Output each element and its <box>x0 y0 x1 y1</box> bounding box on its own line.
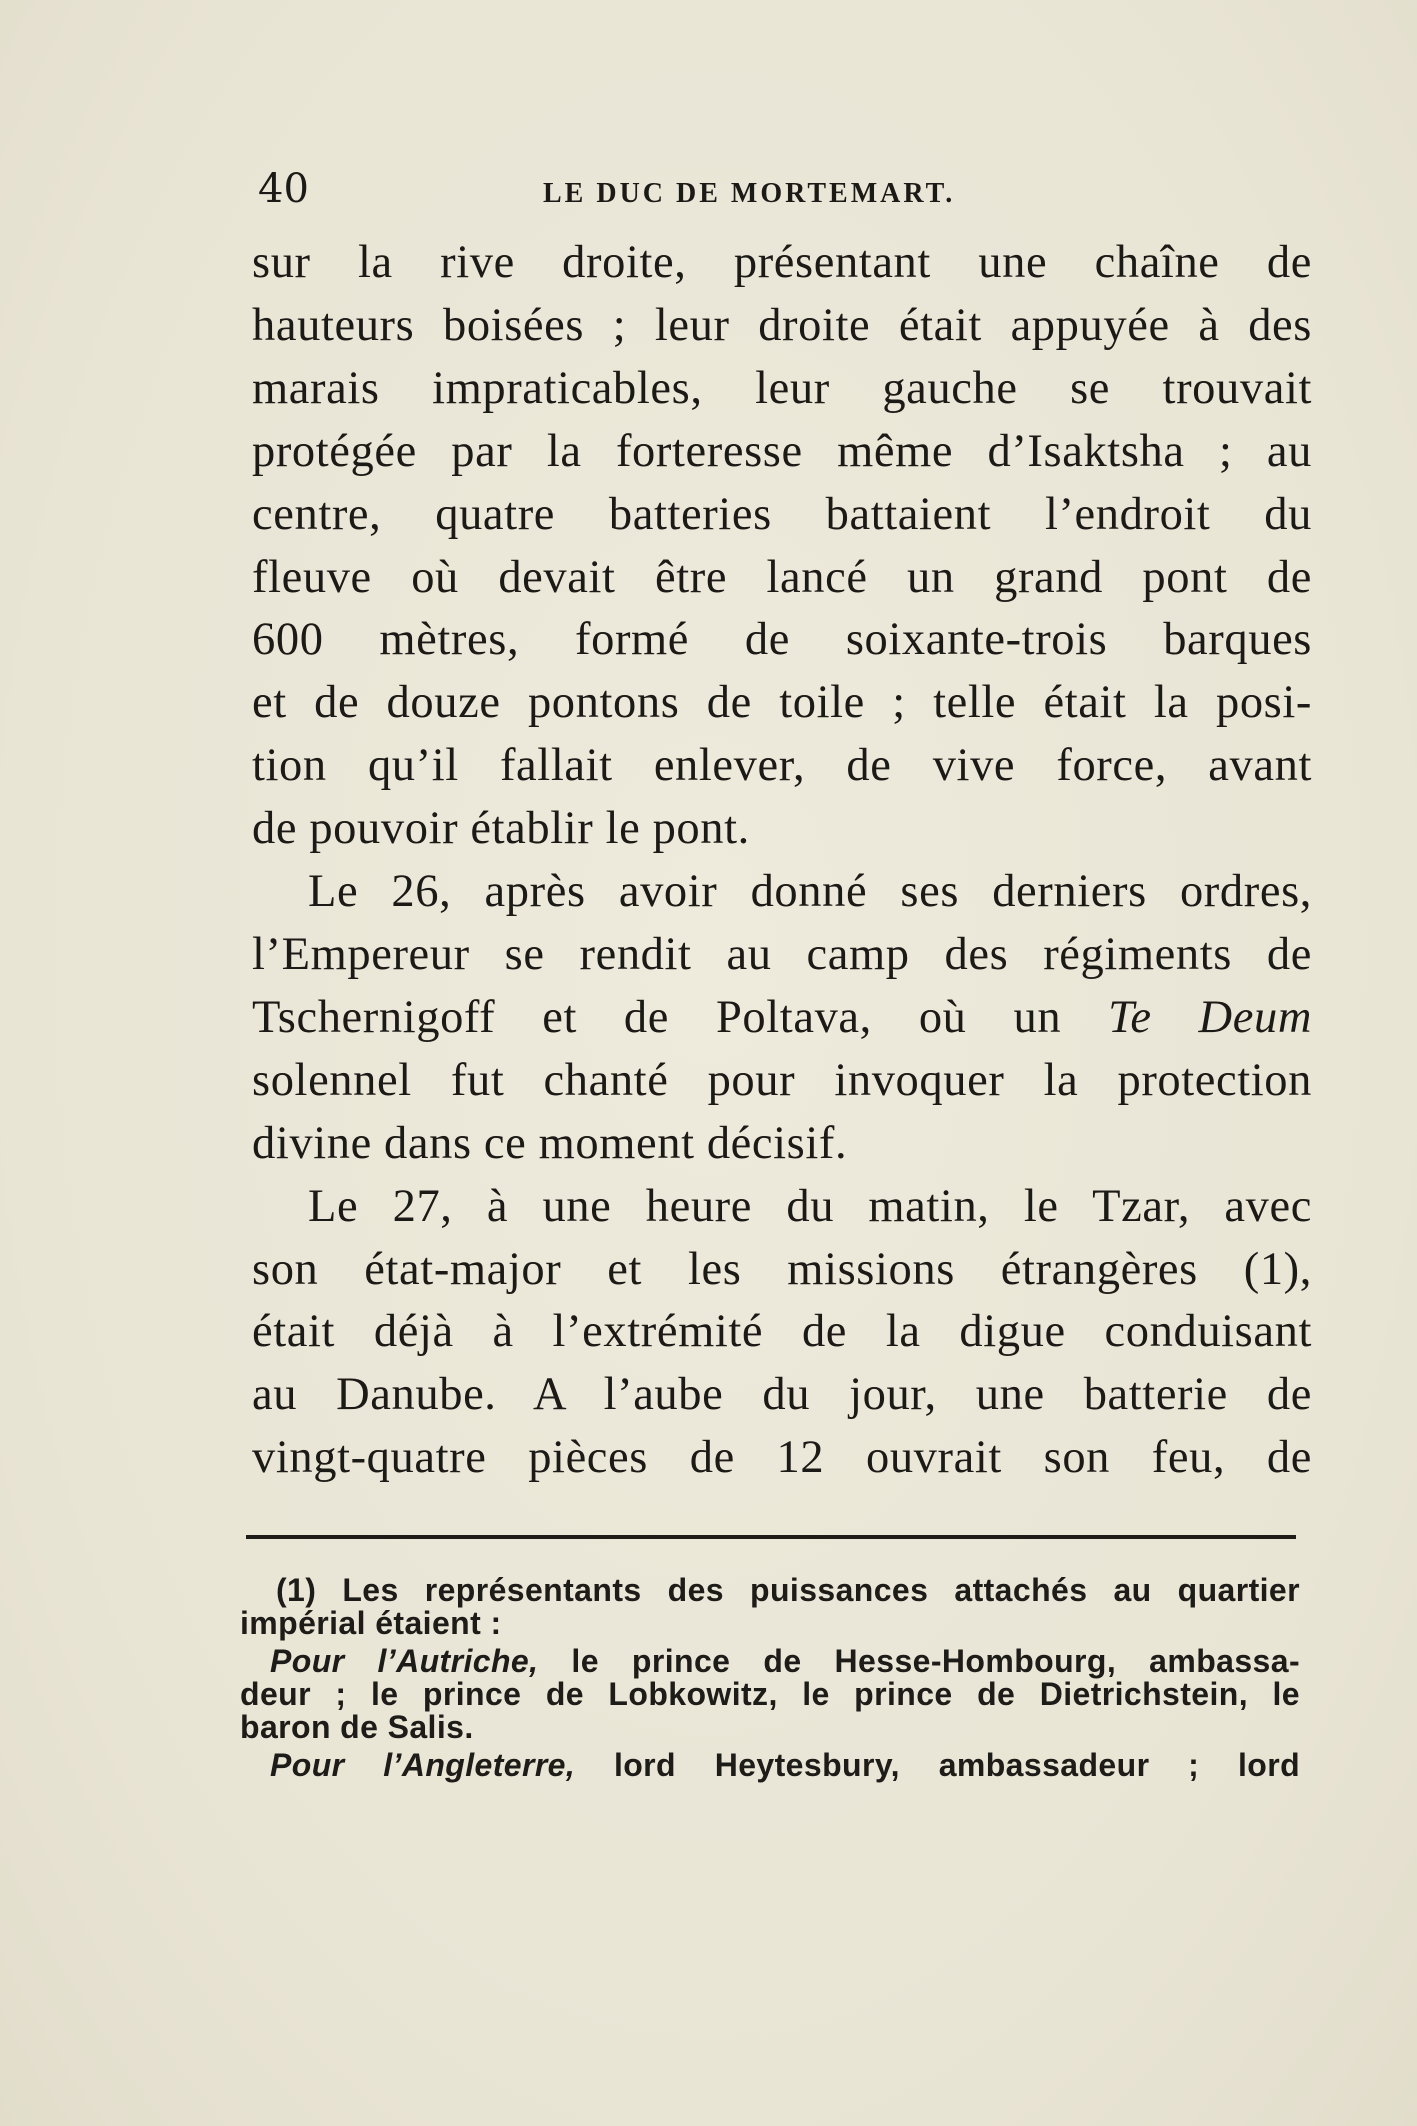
italic-country: Pour l’Autriche, <box>270 1643 539 1679</box>
text-line <box>252 987 1312 1050</box>
footnote-rule <box>246 1535 1296 1539</box>
footnote-line <box>240 1645 1300 1678</box>
text-line: 600 mètres, formé de soixante-trois barques <box>252 614 1312 666</box>
text-line: était déjà à l’extrémité de la digue conduisant <box>252 1306 1312 1358</box>
text-line: Le 26, après avoir donné ses derniers ordres, <box>308 866 1312 918</box>
text-line: sur la rive droite, présentant une chaîne de <box>252 237 1312 288</box>
text-line: centre, quatre batteries battaient l’endroit du <box>252 488 1312 540</box>
footnote-paragraph <box>240 1749 1300 1782</box>
footnote-line <box>240 1749 1300 1782</box>
text-line: au Danube. A l’aube du jour, une batterie de <box>252 1369 1312 1421</box>
text-segment: lord Heytesbury, ambassadeur ; lord <box>613 1747 1301 1783</box>
text-line: vingt-quatre pièces de 12 ouvrait son feu, de <box>252 1432 1312 1484</box>
text-line: l’Empereur se rendit au camp des régiments de <box>252 928 1312 980</box>
paragraph <box>252 1176 1312 1491</box>
text-line: son état-major et les missions étrangères (1), <box>252 1243 1312 1295</box>
italic-country: Pour l’Angleterre, <box>270 1747 576 1783</box>
text-line: fleuve où devait être lancé un grand pont de <box>252 551 1312 603</box>
page-number: 40 <box>258 166 309 212</box>
footnote-paragraph <box>240 1645 1300 1744</box>
body-text <box>252 232 1312 1490</box>
page-header <box>258 160 1298 220</box>
italic-title: Te Deum <box>1108 991 1313 1043</box>
text-line: protégée par la forteresse même d’Isaktsha ; au <box>252 425 1312 477</box>
text-line: et de douze pontons de toile ; telle était la posi- <box>252 677 1312 729</box>
footnote-paragraph <box>240 1574 1300 1640</box>
text-line: Le 27, à une heure du matin, le Tzar, avec <box>308 1180 1312 1232</box>
text-line: marais impraticables, leur gauche se trouvait <box>252 362 1312 414</box>
footnote-line: baron de Salis. <box>240 1709 474 1745</box>
text-segment: le prince de Hesse-Hombourg, ambassa- <box>571 1643 1300 1679</box>
text-line: tion qu’il fallait enlever, de vive force, avant <box>252 740 1312 792</box>
footnote-line: (1) Les représentants des puissances attachés au quartier <box>276 1572 1300 1608</box>
footnotes <box>240 1574 1300 1787</box>
footnote-line: deur ; le prince de Lobkowitz, le prince de Dietrichstein, le <box>240 1676 1300 1712</box>
text-line: hauteurs boisées ; leur droite était appuyée à des <box>252 299 1312 351</box>
text-line: solennel fut chanté pour invoquer la protection <box>252 1054 1312 1106</box>
running-title: LE DUC DE MORTEMART. <box>543 178 956 209</box>
text-line: de pouvoir établir le pont. <box>252 803 750 855</box>
paragraph <box>252 861 1312 1176</box>
footnote-line: impérial étaient : <box>240 1605 502 1641</box>
text-line: divine dans ce moment décisif. <box>252 1117 848 1169</box>
paragraph <box>252 232 1312 861</box>
text-segment: Tschernigoff et de Poltava, où un <box>252 991 1062 1043</box>
